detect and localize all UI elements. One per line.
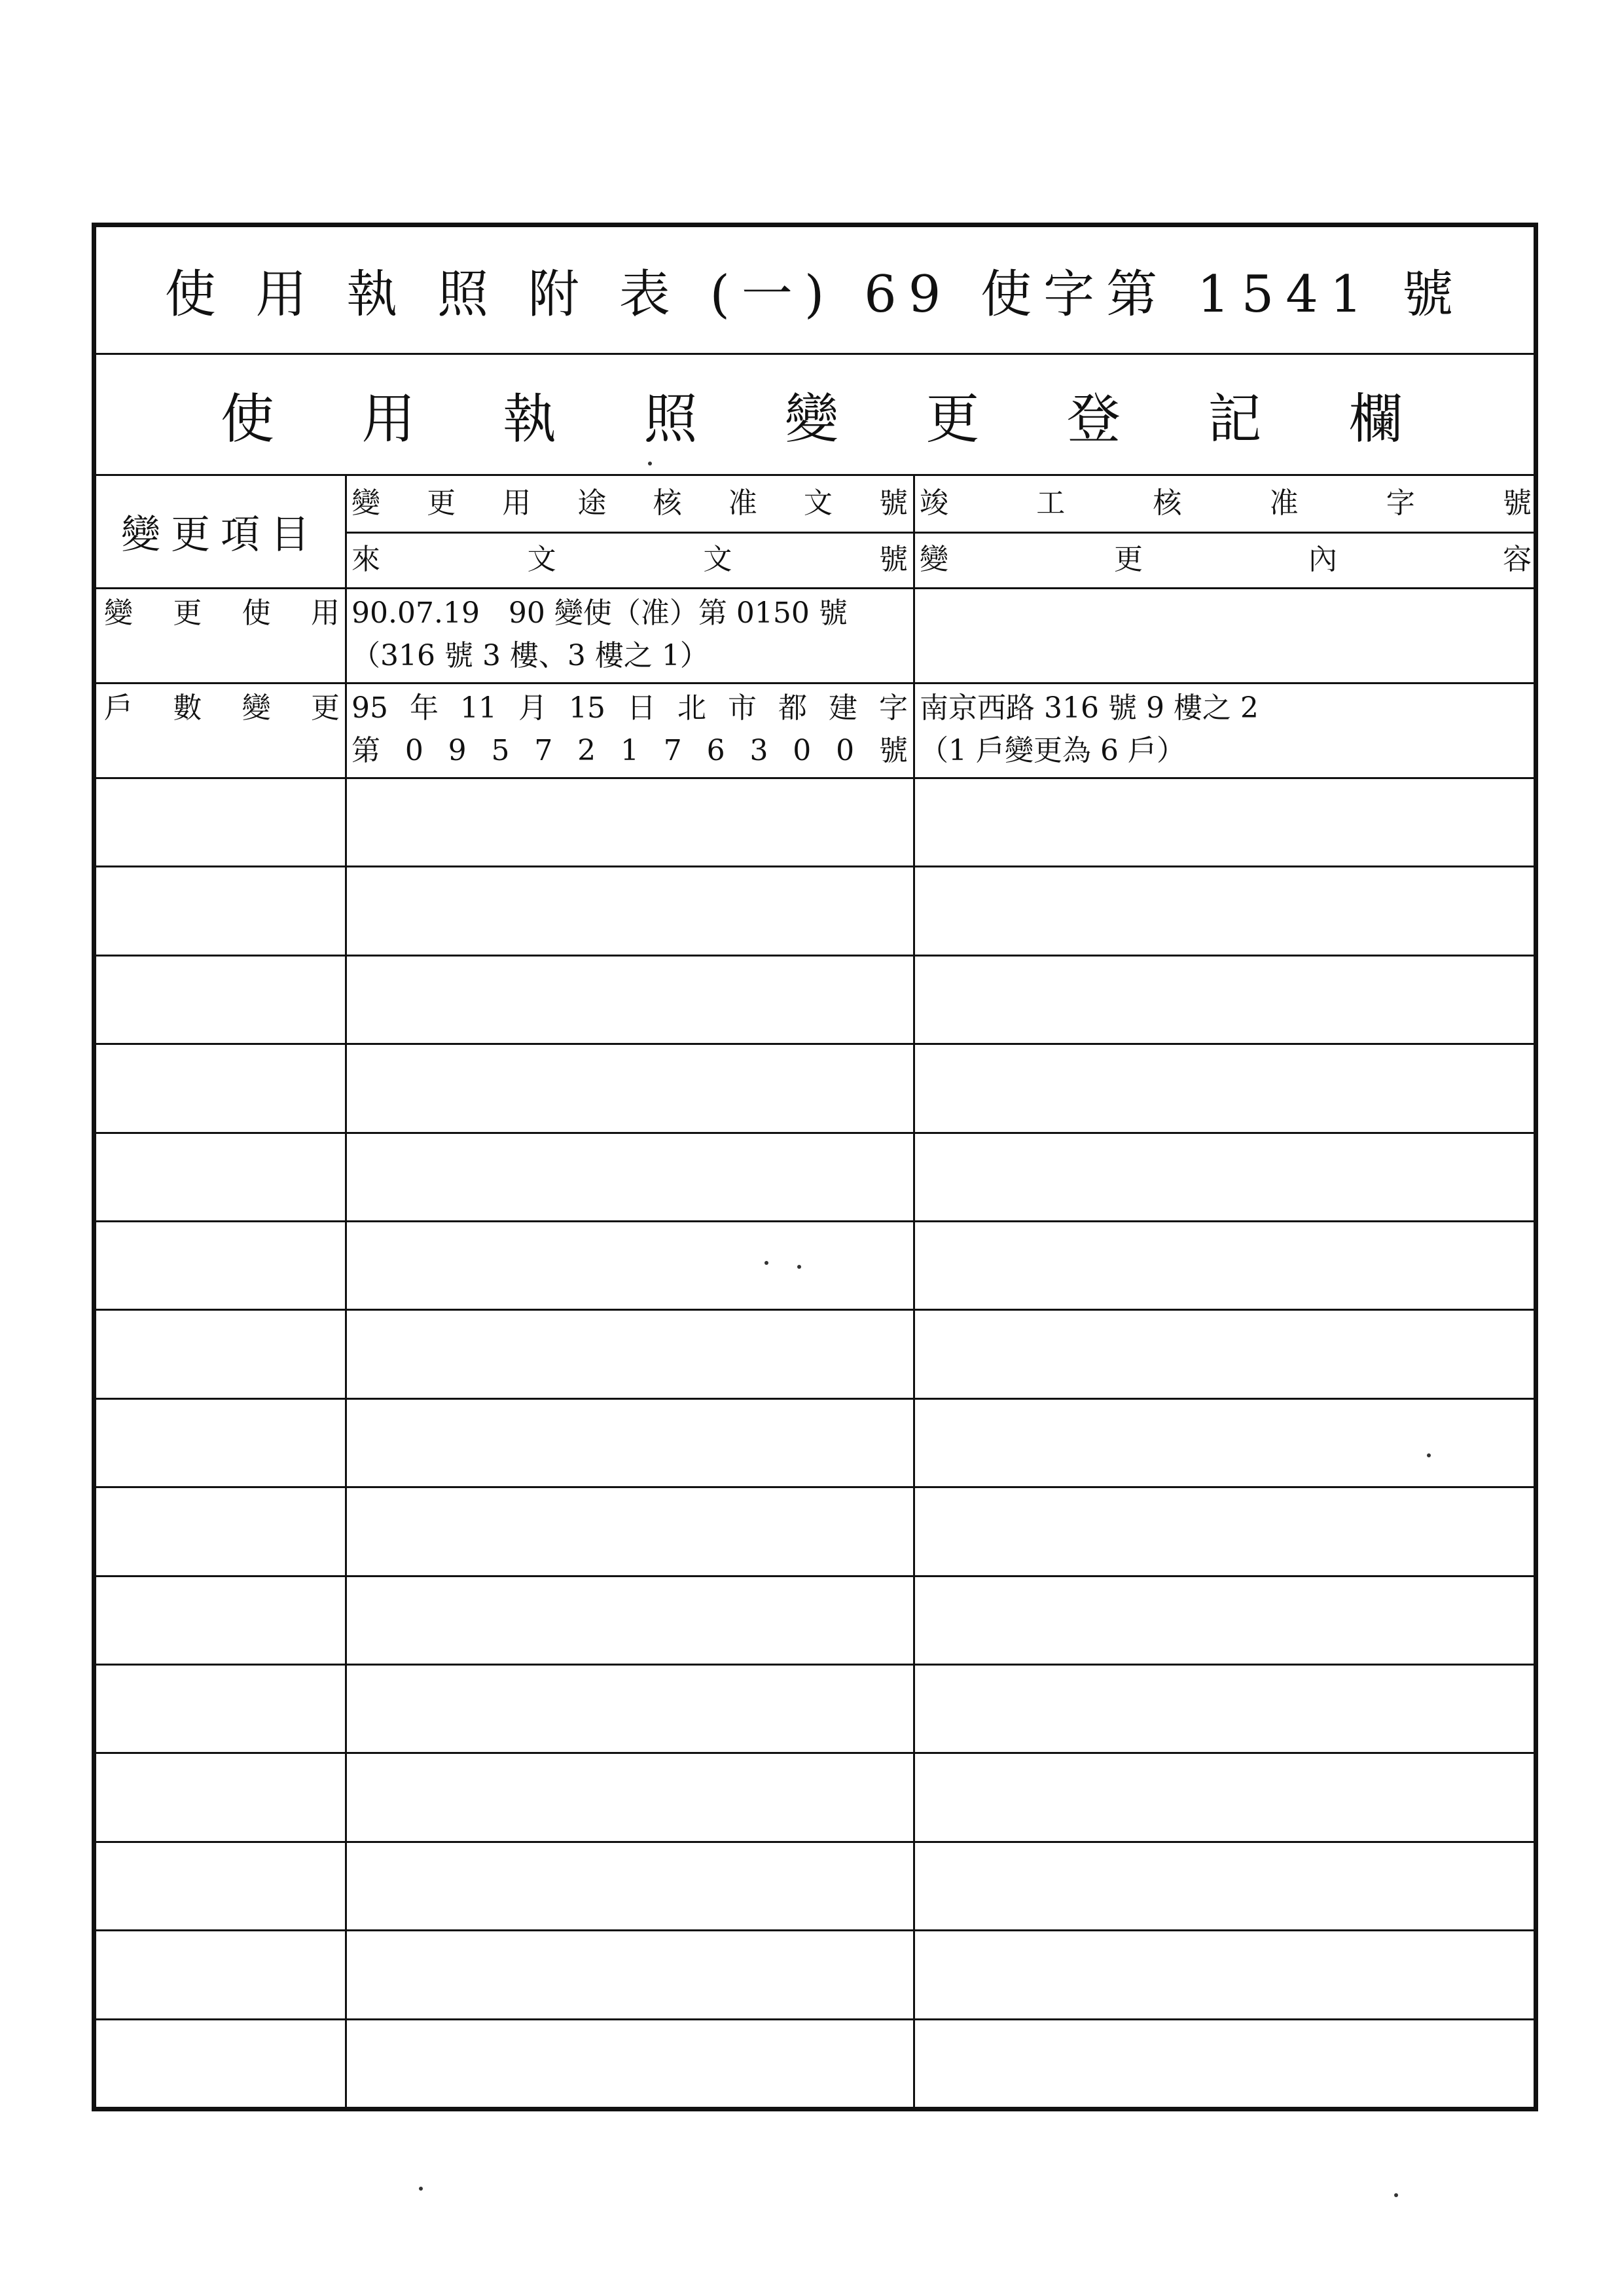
scan-speck — [797, 1265, 801, 1269]
empty-row-divider — [96, 1043, 1534, 1045]
empty-row-divider — [96, 1575, 1534, 1577]
empty-row-divider — [96, 1486, 1534, 1488]
empty-row-divider — [96, 1398, 1534, 1400]
empty-row-divider — [96, 1220, 1534, 1222]
header-mid-divider — [345, 532, 1534, 534]
form-subtitle-row — [96, 355, 1534, 476]
subtitle-char: 記 — [1208, 388, 1262, 450]
empty-row-divider — [96, 1132, 1534, 1134]
form-title-row — [96, 227, 1534, 355]
empty-row-divider — [96, 866, 1534, 867]
subtitle-char: 欄 — [1348, 388, 1403, 450]
scan-speck — [1427, 1453, 1431, 1457]
scan-speck — [1394, 2193, 1398, 2197]
row-item-change-use: 變 更 使 用 — [104, 596, 340, 630]
row-content-line1: 南京西路 316 號 9 樓之 2 — [920, 691, 1259, 725]
header-change-content: 變 更 內 容 — [920, 543, 1532, 576]
row-content-line2: （1 戶變更為 6 戶） — [920, 734, 1185, 767]
header-approval-doc-no: 變 更 用 途 核 准 文 號 — [351, 486, 908, 520]
license-attachment-form — [92, 223, 1538, 2111]
scan-speck — [419, 2187, 423, 2191]
row-divider — [96, 682, 1534, 684]
empty-row-divider — [96, 2018, 1534, 2020]
row-doc-line1: 95 年 11 月 15 日 北 市 都 建 字 — [351, 691, 908, 725]
subtitle-char: 變 — [784, 388, 838, 450]
empty-row-divider — [96, 955, 1534, 957]
column-divider — [345, 476, 347, 2107]
empty-row-divider — [96, 1752, 1534, 1754]
subtitle-char: 照 — [643, 388, 698, 450]
subtitle-char: 用 — [361, 388, 416, 450]
scan-speck — [648, 462, 652, 465]
subtitle-char: 登 — [1066, 388, 1121, 450]
row-divider — [96, 777, 1534, 779]
scan-speck — [764, 1261, 768, 1265]
subtitle-char: 使 — [221, 388, 275, 450]
header-completion-approval-no: 竣 工 核 准 字 號 — [920, 486, 1532, 520]
row-divider — [96, 587, 1534, 589]
header-change-item: 變更項目 — [121, 512, 320, 558]
row-doc-line2: 第 0 9 5 7 2 1 7 6 3 0 0 號 — [351, 734, 908, 767]
subtitle-char: 執 — [502, 388, 556, 450]
column-divider — [913, 476, 915, 2107]
change-record-table — [96, 476, 1534, 2107]
empty-row-divider — [96, 1309, 1534, 1311]
empty-row-divider — [96, 1841, 1534, 1843]
form-title: 使 用 執 照 附 表 (一) 69 使字第 1541 號 — [164, 265, 1465, 324]
row-doc-line2: （316 號 3 樓、3 樓之 1） — [351, 639, 709, 672]
row-doc-line1: 90.07.19 90 變使（准）第 0150 號 — [351, 596, 848, 630]
empty-row-divider — [96, 1929, 1534, 1931]
header-incoming-doc-no: 來 文 文 號 — [351, 543, 908, 576]
empty-row-divider — [96, 1664, 1534, 1666]
subtitle-char: 更 — [926, 388, 980, 450]
row-item-household-change: 戶 數 變 更 — [104, 691, 340, 725]
